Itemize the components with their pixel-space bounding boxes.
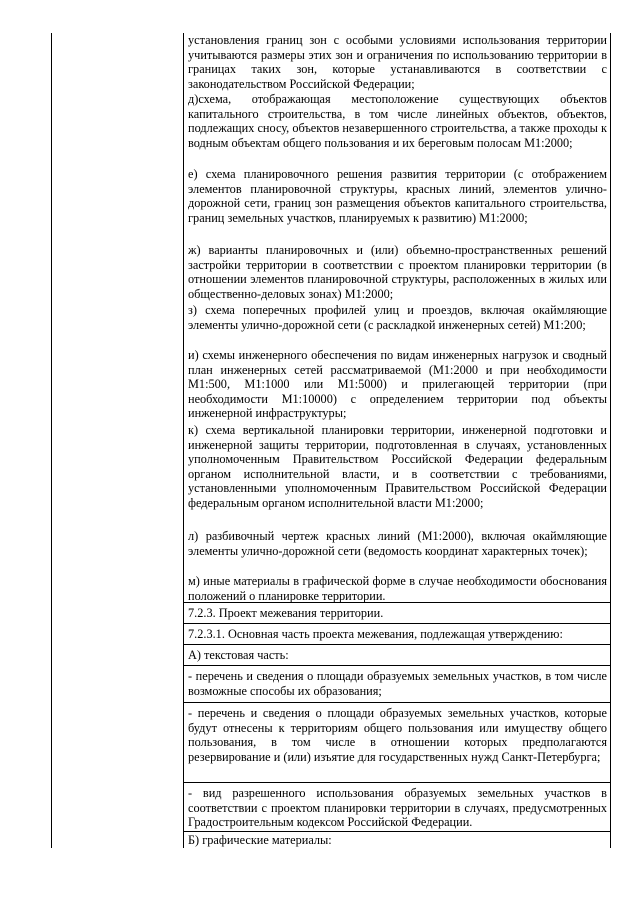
- row-divider: [184, 602, 611, 603]
- row-divider: [184, 644, 611, 645]
- row-divider: [184, 665, 611, 666]
- row-divider: [184, 702, 611, 703]
- document-table: [51, 33, 611, 848]
- paragraph-l: л) разбивочный чертеж красных линий (М1:2000), включая окаймляющие элементы улично-дорожной сети (ведомость координат характерных точек);: [188, 529, 607, 558]
- section-7-2-3-1-heading: 7.2.3.1. Основная часть проекта межевания, подлежащая утверждению:: [188, 627, 563, 641]
- paragraph-i: и) схемы инженерного обеспечения по видам инженерных нагрузок и сводный план инженерных сетей рассматриваемой (М1:2000 и при необходимости М1:500, М1:1000 или М1:5000) и прилегающей территории (при необходимости М1:10000) с определением территории под объекты инженерной инфраструктуры;: [188, 348, 607, 421]
- paragraph-d: д)схема, отображающая местоположение существующих объектов капитального строительства, в том числе линейных объектов, объектов, подлежащих сносу, объектов незавершенного строительства, а также проходы к водным объектам общего пользования и их береговым полосам М1:2000;: [188, 92, 607, 150]
- row-divider: [184, 831, 611, 832]
- subsection-b-heading: Б) графические материалы:: [188, 833, 332, 847]
- paragraph-zh: ж) варианты планировочных и (или) объемно-пространственных решений застройки территории в соответствии с проектом планировки территории (в отношении элементов планировочной структуры, расположенных в жилых или общественно-деловых зонах) М1:2000;: [188, 243, 607, 301]
- paragraph-k: к) схема вертикальной планировки территории, инженерной подготовки и инженерной защиты территории, подготовленная в случаях, установленных уполномоченным Правительством Российской Федерации федеральным органом исполнительной власти, и в соответствии с требованиями, установленными уполномоченным Правительством Российской Федерации федеральным органом исполнительной власти М1:2000;: [188, 423, 607, 510]
- list-item-2: - перечень и сведения о площади образуемых земельных участков, которые будут отнесены к территориям общего пользования или имуществу общего пользования, в том числе в отношении которых предполагаются резервирование и (или) изъятие для государственных нужд Санкт-Петербурга;: [188, 706, 607, 764]
- row-divider: [184, 623, 611, 624]
- paragraph-intro: установления границ зон с особыми условиями использования территории учитываются размеры этих зон и ограничения по использованию территории в границах таких зон, которые устанавливаются в соответствии с законодательством Российской Федерации;: [188, 33, 607, 91]
- list-item-3: - вид разрешенного использования образуемых земельных участков в соответствии с проектом планировки территории в случаях, предусмотренных Градостроительным кодексом Российской Федерации.: [188, 786, 607, 830]
- list-item-1: - перечень и сведения о площади образуемых земельных участков, в том числе возможные способы их образования;: [188, 669, 607, 698]
- paragraph-m: м) иные материалы в графической форме в случае необходимости обоснования положений о планировке территории.: [188, 574, 607, 603]
- table-right-column: [184, 33, 611, 848]
- section-7-2-3-heading: 7.2.3. Проект межевания территории.: [188, 606, 384, 620]
- table-left-column: [52, 33, 184, 848]
- paragraph-z: з) схема поперечных профилей улиц и проездов, включая окаймляющие элементы улично-дорожной сети (с раскладкой инженерных сетей) М1:200;: [188, 303, 607, 332]
- subsection-a-heading: А) текстовая часть:: [188, 648, 289, 662]
- row-divider: [184, 782, 611, 783]
- paragraph-e: е) схема планировочного решения развития территории (с отображением элементов планировочной структуры, красных линий, элементов улично-дорожной сети, границ зон размещения объектов капитального строительства, границ земельных участков, планируемых к развитию) М1:2000;: [188, 167, 607, 225]
